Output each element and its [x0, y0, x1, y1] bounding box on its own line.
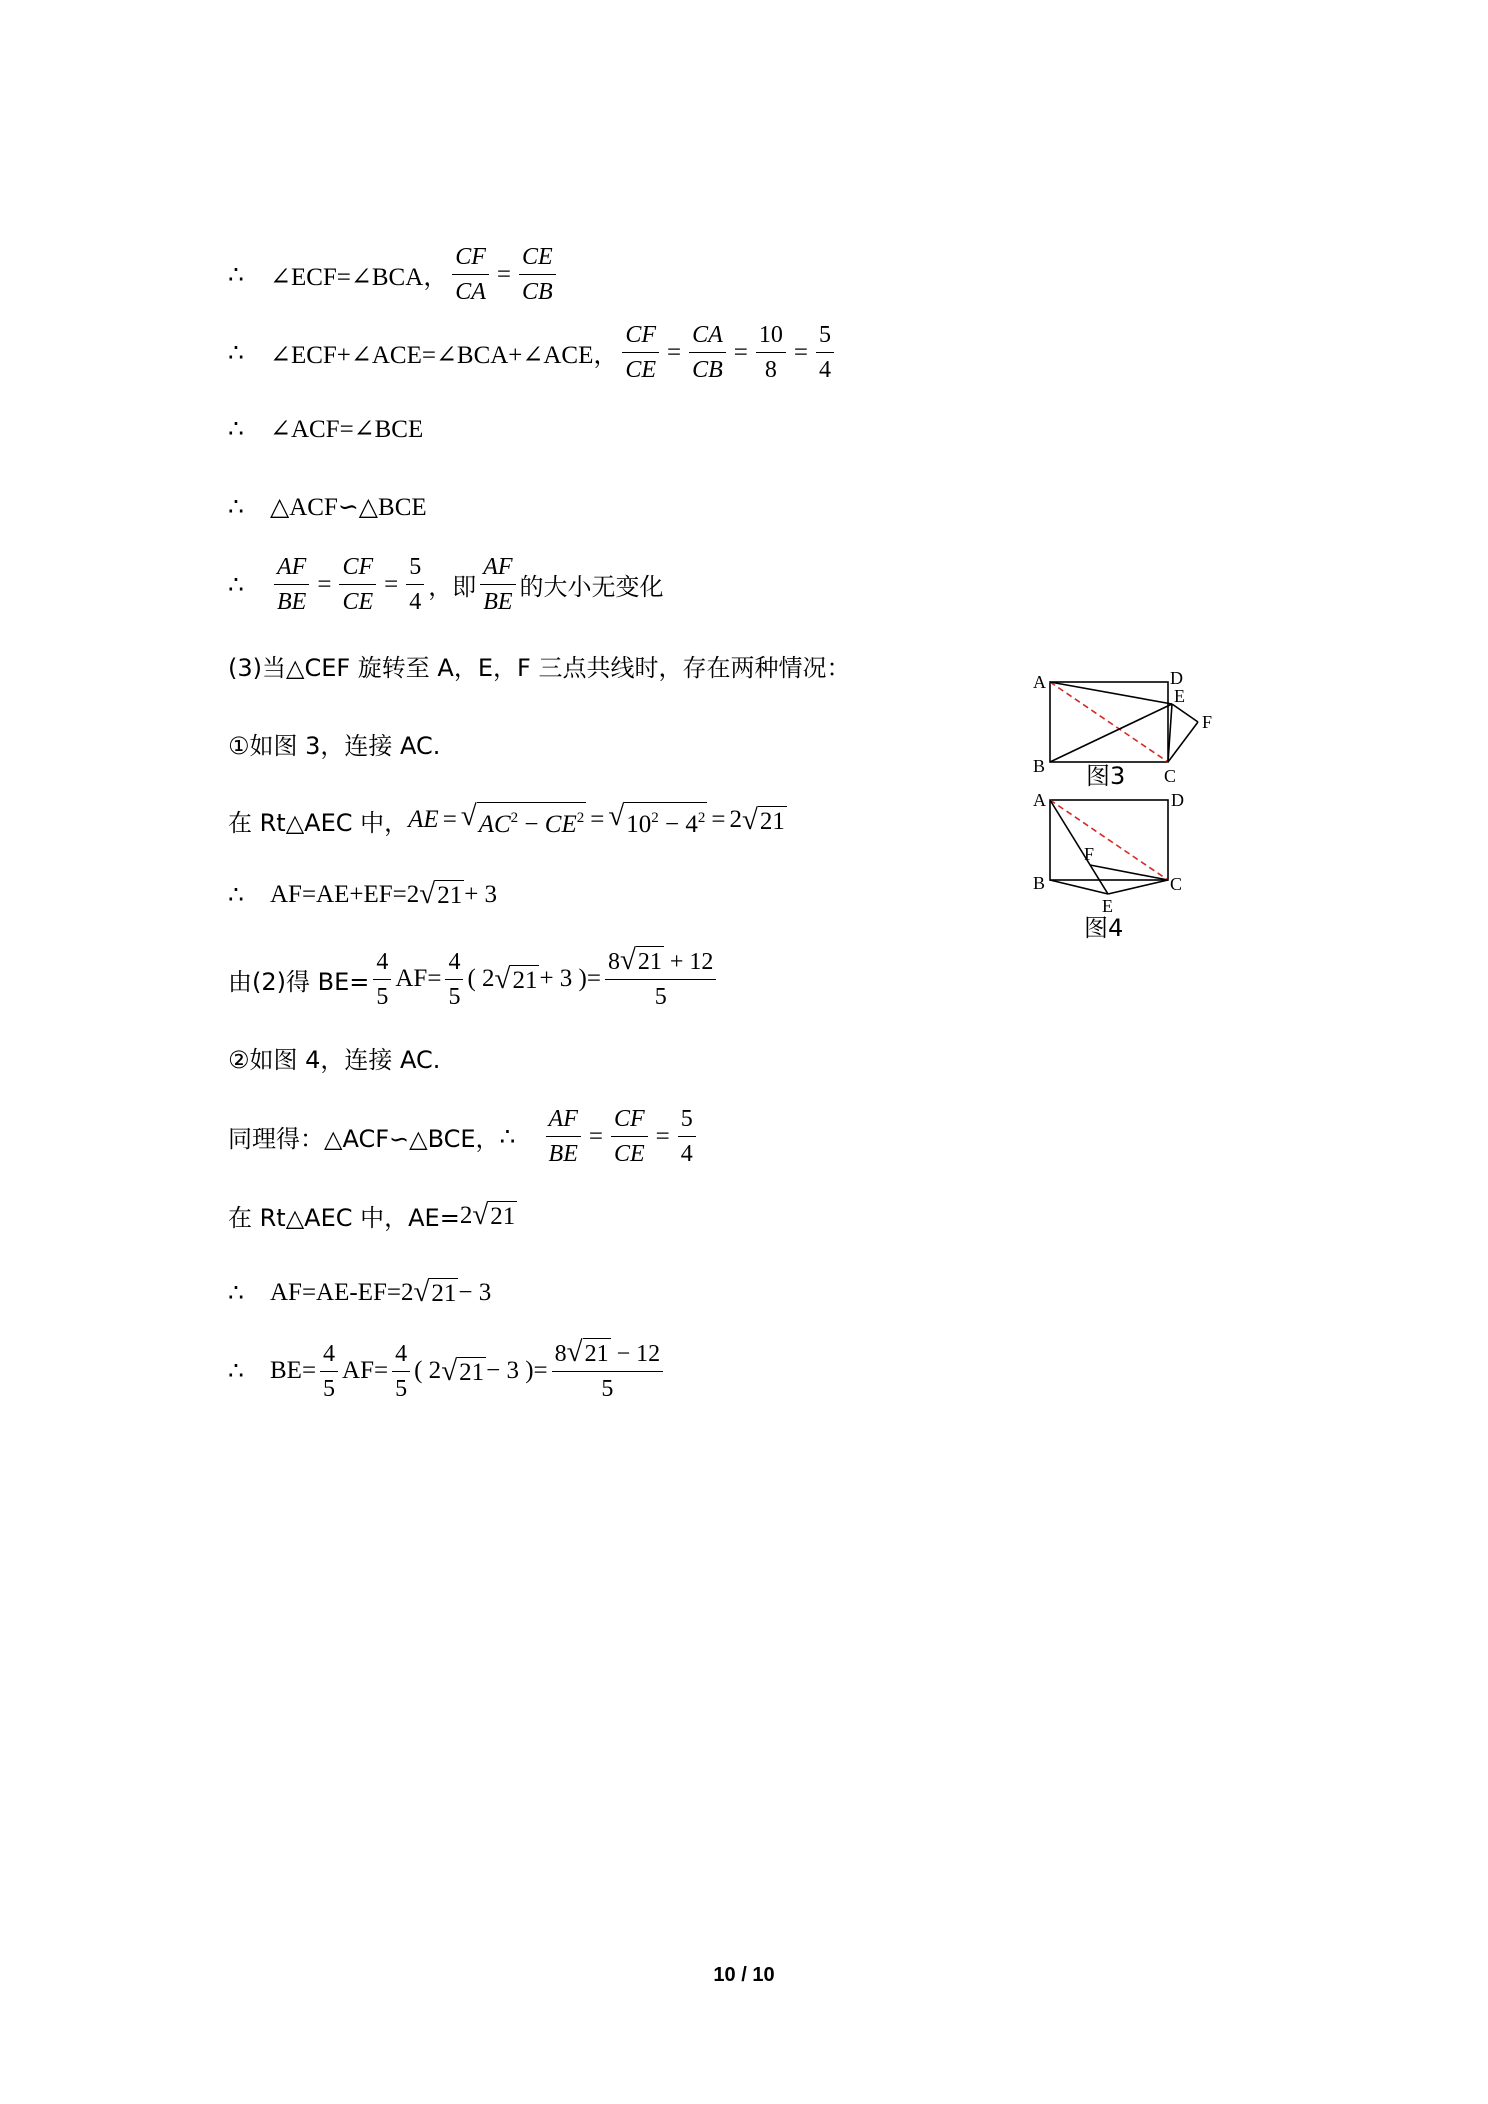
text: AF=AE+EF= — [270, 880, 407, 908]
label-e: E — [1174, 686, 1185, 706]
fraction: $\frac{5}{4}$ — [678, 1102, 696, 1171]
fraction: $\frac{5}{4}$ — [816, 318, 834, 387]
segment-ce — [1108, 880, 1168, 894]
fraction: $\frac{4}{5}$ — [392, 1337, 410, 1406]
line-6 — [228, 648, 850, 683]
label-d: D — [1171, 790, 1184, 810]
segment-ae — [1050, 682, 1172, 704]
line-9: ∴ AF=AE+EF= 2 √ 21 + 3 — [228, 878, 498, 910]
fraction: 8 √ 21 − 12 5 — [552, 1336, 663, 1406]
text: △ACF∽△BCE — [270, 494, 427, 521]
label-c: C — [1164, 766, 1177, 786]
label-f: F — [1084, 844, 1095, 864]
label-b: B — [1033, 756, 1046, 776]
therefore-symbol: ∴ — [228, 881, 244, 909]
fraction: $\frac{5}{4}$ — [406, 550, 424, 619]
therefore-symbol: ∴ — [228, 571, 244, 599]
fraction: $\frac{CF}{CE}$ — [611, 1102, 648, 1171]
segment-be — [1050, 704, 1172, 762]
caption-fig4: 图4 — [1084, 914, 1124, 942]
figure-4 — [1050, 800, 1168, 894]
text: 由(2)得 BE= — [228, 967, 370, 996]
text: ∠ECF=∠BCA， — [270, 263, 449, 291]
text: 在 Rt△AEC 中，AE= — [228, 1204, 460, 1232]
square-root: √ 21 — [494, 962, 538, 995]
fraction: 8 √ 21 + 12 5 — [605, 944, 716, 1014]
line-10: 由(2)得 BE= $\frac{4}{5}$ AF= $\frac{4}{5}$ ( 2 √ 21 + 3 )= 8 √ 21 + 12 5 — [228, 944, 720, 1014]
line-4 — [228, 492, 427, 522]
square-root: √ 21 — [472, 1199, 516, 1231]
label-f: F — [1202, 712, 1213, 732]
therefore-symbol: ∴ — [228, 261, 244, 289]
line-8: 在 Rt△AEC 中， AE = √ $AC^2 - CE^2$ = √ $10^2 - 4^2$ = 2 √ 21 — [228, 800, 785, 838]
therefore-symbol: ∴ — [499, 1123, 516, 1151]
line-2: ∴ ∠ECF+∠ACE=∠BCA+∠ACE， $\frac{CF}{CE}$ = $\frac{CA}{CB}$ = $\frac{10}{8}$ = $\frac{5}{4}$ — [228, 318, 838, 387]
fraction: $\frac{CF}{CA}$ — [452, 240, 489, 309]
page-number: 10 / 10 — [713, 1964, 775, 1986]
text: 的大小无变化 — [519, 573, 664, 601]
square-root: √ $AC^2 - CE^2$ — [460, 800, 585, 838]
segment-cf — [1168, 722, 1198, 762]
square-root: √ 21 — [741, 803, 785, 836]
fraction: $\frac{CA}{CB}$ — [689, 318, 726, 387]
square-root: √ 21 — [419, 878, 463, 910]
text: ∠ACF=∠BCE — [270, 416, 424, 443]
square-root: √ 21 — [413, 1276, 457, 1308]
fraction: $\frac{AF}{BE}$ — [480, 550, 515, 619]
text: ①如图 3，连接 AC. — [228, 732, 441, 760]
line-15: ∴ BE= $\frac{4}{5}$ AF= $\frac{4}{5}$ ( 2 √ 21 − 3 )= 8 √ 21 − 12 5 — [228, 1336, 667, 1406]
fraction: $\frac{4}{5}$ — [373, 945, 391, 1014]
text: 同理得：△ACF∽△BCE， — [228, 1125, 500, 1153]
segment-ef — [1172, 704, 1198, 722]
fraction: $\frac{10}{8}$ — [756, 318, 786, 387]
therefore-symbol: ∴ — [228, 339, 244, 367]
fraction: $\frac{CF}{CE}$ — [339, 550, 376, 619]
text: (3)当△CEF 旋转至 A，E，F 三点共线时，存在两种情况： — [228, 654, 851, 682]
line-13: 在 Rt△AEC 中，AE= 2 √ 21 — [228, 1199, 516, 1232]
segment-ac — [1050, 682, 1168, 762]
line-12: 同理得：△ACF∽△BCE， ∴ $\frac{AF}{BE}$ = $\frac{CF}{CE}$ = $\frac{5}{4}$ — [228, 1102, 700, 1171]
square-root: √ 21 — [441, 1354, 485, 1387]
square-root: √ $10^2 - 4^2$ — [608, 800, 706, 838]
fraction: $\frac{4}{5}$ — [320, 1337, 338, 1406]
line-5: ∴ $\frac{AF}{BE}$ = $\frac{CF}{CE}$ = $\frac{5}{4}$ ，即 $\frac{AF}{BE}$ 的大小无变化 — [228, 550, 664, 619]
therefore-symbol: ∴ — [228, 1358, 244, 1385]
fraction: $\frac{4}{5}$ — [445, 945, 463, 1014]
label-a: A — [1033, 790, 1046, 810]
segment-cf — [1090, 865, 1168, 880]
therefore-symbol: ∴ — [228, 494, 244, 521]
figures — [1030, 660, 1250, 967]
therefore-symbol: ∴ — [228, 416, 244, 443]
caption-fig3: 图3 — [1086, 762, 1126, 790]
label-c: C — [1170, 874, 1183, 894]
line-1: ∴ ∠ECF=∠BCA， $\frac{CF}{CA}$ = $\frac{CE}{CB}$ — [228, 240, 560, 309]
label-e: E — [1102, 896, 1113, 916]
geometry-figures — [1030, 660, 1250, 960]
fraction: $\frac{CE}{CB}$ — [519, 240, 556, 309]
label-a: A — [1033, 672, 1046, 692]
text: 在 Rt△AEC 中， — [228, 808, 409, 837]
text: ∠ECF+∠ACE=∠BCA+∠ACE， — [270, 341, 619, 369]
text: AF=AE-EF= — [270, 1278, 401, 1306]
fraction: $\frac{CF}{CE}$ — [622, 318, 659, 387]
line-7 — [228, 726, 440, 761]
line-11 — [228, 1040, 440, 1075]
label-b: B — [1033, 873, 1046, 893]
line-3 — [228, 414, 423, 444]
text: BE= — [270, 1357, 317, 1384]
segment-be — [1050, 880, 1108, 894]
therefore-symbol: ∴ — [228, 1279, 244, 1307]
label-d: D — [1170, 668, 1183, 688]
fraction: $\frac{AF}{BE}$ — [546, 1102, 581, 1171]
line-14: ∴ AF=AE-EF= 2 √ 21 − 3 — [228, 1276, 492, 1308]
text: ，即 — [428, 573, 477, 601]
text: ②如图 4，连接 AC. — [228, 1046, 441, 1074]
fraction: $\frac{AF}{BE}$ — [274, 550, 309, 619]
